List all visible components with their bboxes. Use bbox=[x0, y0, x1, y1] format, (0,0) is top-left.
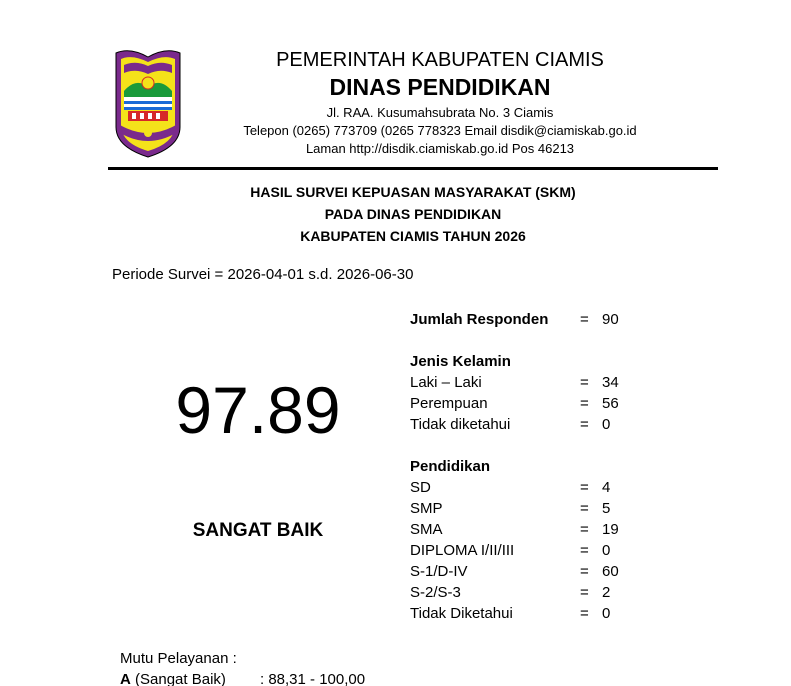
quality-range: : 88,31 - 100,00 bbox=[260, 671, 366, 686]
stat-row-gender-unknown bbox=[410, 414, 710, 435]
stat-value: 4 bbox=[602, 479, 611, 496]
stat-equals: = bbox=[580, 416, 589, 433]
website-line: Laman http://disdik.ciamiskab.go.id Pos 46213 bbox=[305, 141, 575, 156]
stat-label: Laki – Laki bbox=[410, 374, 482, 391]
department-name: DINAS PENDIDIKAN bbox=[329, 74, 551, 100]
letterhead bbox=[230, 48, 650, 158]
quality-code: A bbox=[120, 671, 131, 686]
stat-row-s1 bbox=[410, 561, 710, 582]
stat-value: 19 bbox=[602, 521, 619, 538]
stat-label: Perempuan bbox=[410, 395, 488, 412]
skm-grade: SANGAT BAIK bbox=[192, 520, 324, 541]
stat-equals: = bbox=[580, 395, 589, 412]
stat-value: 34 bbox=[602, 374, 619, 391]
service-quality-heading: Mutu Pelayanan : bbox=[120, 650, 237, 667]
stat-row-smp bbox=[410, 498, 710, 519]
stat-row-s2s3 bbox=[410, 582, 710, 603]
stat-label: SMA bbox=[410, 521, 443, 538]
quality-desc: (Sangat Baik) bbox=[130, 671, 226, 686]
stat-label: DIPLOMA I/II/III bbox=[410, 542, 515, 559]
respondent-stats bbox=[410, 309, 710, 624]
stat-equals: = bbox=[580, 563, 589, 580]
stat-equals: = bbox=[580, 374, 589, 391]
stat-row-sma bbox=[410, 519, 710, 540]
stat-label: Tidak Diketahui bbox=[410, 605, 513, 622]
stat-value: 2 bbox=[602, 584, 611, 601]
stat-label: SMP bbox=[410, 500, 443, 517]
ciamis-logo bbox=[110, 47, 186, 159]
stat-equals: = bbox=[580, 521, 589, 538]
title-line-1: HASIL SURVEI KEPUASAN MASYARAKAT (SKM) bbox=[250, 184, 576, 200]
stat-value: 5 bbox=[602, 500, 611, 517]
stat-label: Tidak diketahui bbox=[410, 416, 511, 433]
gender-heading: Jenis Kelamin bbox=[410, 353, 511, 370]
title-line-2: PADA DINAS PENDIDIKAN bbox=[324, 206, 502, 222]
stat-label: S-1/D-IV bbox=[410, 563, 468, 580]
skm-score: 97.89 bbox=[175, 373, 341, 447]
contact-line: Telepon (0265) 773709 (0265 778323 Email disdik@ciamiskab.go.id bbox=[243, 123, 637, 138]
stat-equals: = bbox=[580, 500, 589, 517]
stat-value: 56 bbox=[602, 395, 619, 412]
stat-label: SD bbox=[410, 479, 431, 496]
stat-equals: = bbox=[580, 479, 589, 496]
stat-row-diploma bbox=[410, 540, 710, 561]
service-quality-row bbox=[120, 669, 420, 686]
stat-value: 60 bbox=[602, 563, 619, 580]
title-line-3: KABUPATEN CIAMIS TAHUN 2026 bbox=[300, 228, 526, 244]
stat-row-education-unknown bbox=[410, 603, 710, 624]
government-name: PEMERINTAH KABUPATEN CIAMIS bbox=[276, 49, 604, 71]
stat-row-male bbox=[410, 372, 710, 393]
ciamis-emblem-icon bbox=[110, 47, 186, 159]
report-title bbox=[108, 181, 718, 247]
header-divider bbox=[108, 167, 718, 170]
stat-equals: = bbox=[580, 584, 589, 601]
stat-value: 0 bbox=[602, 416, 611, 433]
stat-equals: = bbox=[580, 605, 589, 622]
stat-row-sd bbox=[410, 477, 710, 498]
stat-label: S-2/S-3 bbox=[410, 584, 461, 601]
stat-equals: = bbox=[580, 542, 589, 559]
respondent-count-row bbox=[410, 309, 710, 330]
stat-label: Jumlah Responden bbox=[410, 311, 549, 328]
address-line: Jl. RAA. Kusumahsubrata No. 3 Ciamis bbox=[326, 105, 554, 120]
stat-value: 0 bbox=[602, 542, 611, 559]
stat-row-female bbox=[410, 393, 710, 414]
stat-value: 90 bbox=[602, 311, 619, 328]
stat-value: 0 bbox=[602, 605, 611, 622]
education-heading: Pendidikan bbox=[410, 458, 491, 475]
survey-period: Periode Survei = 2026-04-01 s.d. 2026-06-30 bbox=[112, 266, 414, 283]
stat-equals: = bbox=[580, 311, 589, 328]
